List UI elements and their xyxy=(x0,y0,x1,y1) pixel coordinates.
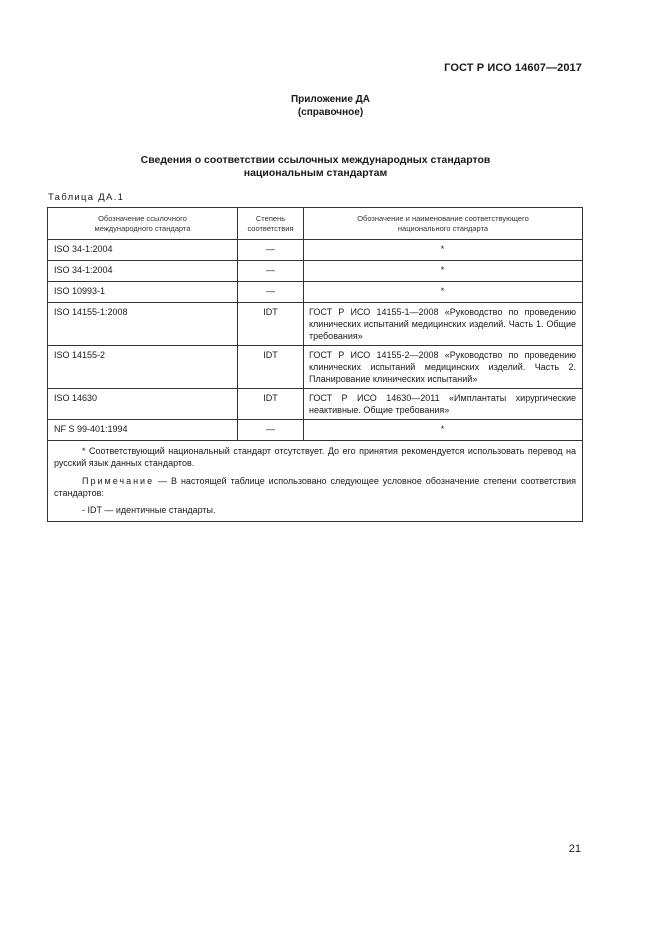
annex-heading xyxy=(0,93,661,119)
table-row xyxy=(48,240,583,261)
cell-intl: NF S 99-401:1994 xyxy=(48,420,238,441)
header-national-line-1: Обозначение и наименование соответствующего xyxy=(357,213,529,223)
cell-degree: — xyxy=(238,282,304,303)
table-row xyxy=(48,303,583,346)
header-national-line-2: национального стандарта xyxy=(397,223,489,233)
cell-national: * xyxy=(304,282,583,303)
table-row xyxy=(48,261,583,282)
document-code: ГОСТ Р ИСО 14607—2017 xyxy=(444,62,582,74)
header-national-standard xyxy=(304,208,583,240)
table-row xyxy=(48,420,583,441)
annex-subtitle: (справочное) xyxy=(297,107,364,118)
cell-national: * xyxy=(304,240,583,261)
cell-intl: ISO 14630 xyxy=(48,389,238,420)
cell-intl: ISO 34-1:2004 xyxy=(48,240,238,261)
correspondence-table xyxy=(47,207,583,522)
header-intl-standard xyxy=(48,208,238,240)
header-degree-line-1: Степень xyxy=(255,213,286,223)
note-bullet: - IDT — идентичные стандарты. xyxy=(82,505,216,515)
footnote: * Соответствующий национальный стандарт отсутствует. До его принятия рекомендуется использовать перевод на русский язык данных стандартов. xyxy=(54,446,576,468)
note xyxy=(54,475,576,499)
cell-degree: IDT xyxy=(238,303,304,346)
header-degree-line-2: соответствия xyxy=(247,223,294,233)
table-notes xyxy=(48,441,583,522)
cell-degree: IDT xyxy=(238,346,304,389)
cell-intl: ISO 14155-2 xyxy=(48,346,238,389)
cell-national: ГОСТ Р ИСО 14155-2—2008 «Руководство по проведению клинических испытаний медицинских изделий. Часть 2. Планирование клинических испытаний» xyxy=(304,346,583,389)
section-title-line-1: Сведения о соответствии ссылочных международных стандартов xyxy=(140,154,491,166)
annex-title: Приложение ДА xyxy=(290,94,371,105)
table-notes-row xyxy=(48,441,583,522)
cell-intl: ISO 10993-1 xyxy=(48,282,238,303)
table-row xyxy=(48,346,583,389)
table-row xyxy=(48,389,583,420)
page-number: 21 xyxy=(568,843,581,855)
cell-intl: ISO 34-1:2004 xyxy=(48,261,238,282)
header-intl-line-1: Обозначение ссылочного xyxy=(98,213,187,223)
note-text: — В настоящей таблице использовано следующее условное обозначение степени соответствия стандартов: xyxy=(54,476,576,498)
cell-national: ГОСТ Р ИСО 14155-1—2008 «Руководство по проведению клинических испытаний медицинских изделий. Часть 1. Общие требования» xyxy=(304,303,583,346)
table-row xyxy=(48,282,583,303)
note-label: Примечание xyxy=(82,476,155,486)
section-title xyxy=(0,154,631,180)
table-header-row xyxy=(48,208,583,240)
table-caption: Таблица ДА.1 xyxy=(48,192,125,203)
cell-degree: — xyxy=(238,240,304,261)
cell-national: * xyxy=(304,420,583,441)
cell-intl: ISO 14155-1:2008 xyxy=(48,303,238,346)
section-title-line-2: национальным стандартам xyxy=(243,167,388,179)
header-degree xyxy=(238,208,304,240)
cell-degree: IDT xyxy=(238,389,304,420)
cell-degree: — xyxy=(238,420,304,441)
cell-national: * xyxy=(304,261,583,282)
header-intl-line-2: международного стандарта xyxy=(94,223,191,233)
cell-national: ГОСТ Р ИСО 14630—2011 «Имплантаты хирургические неактивные. Общие требования» xyxy=(304,389,583,420)
cell-degree: — xyxy=(238,261,304,282)
